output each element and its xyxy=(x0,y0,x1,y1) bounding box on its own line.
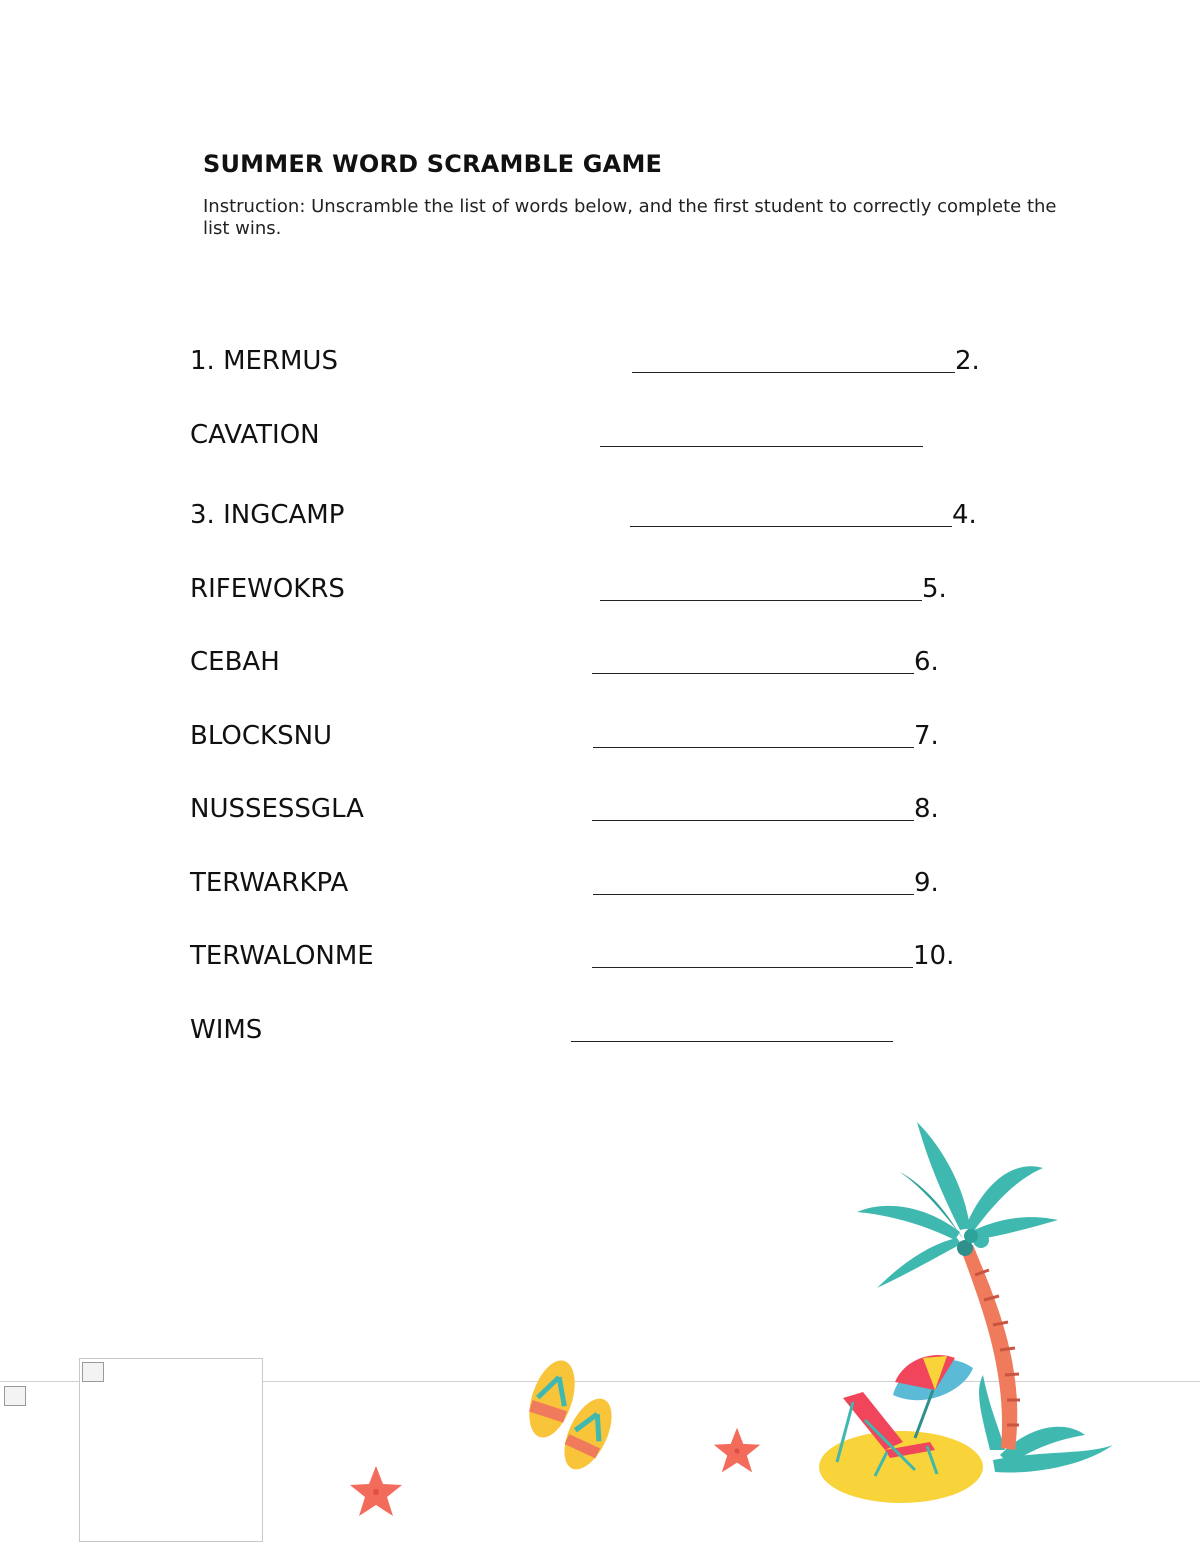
word-line-8 xyxy=(190,866,1010,900)
line-suffix: 4. xyxy=(952,500,977,530)
broken-image-icon xyxy=(4,1386,26,1406)
scrambled-word: NUSSESSGLA xyxy=(190,794,364,824)
word-line-10 xyxy=(190,1013,1010,1047)
line-suffix: 9. xyxy=(914,868,939,898)
scrambled-word: BLOCKSNU xyxy=(190,721,333,751)
line-suffix: 10. xyxy=(913,941,955,971)
word-line-2 xyxy=(190,418,1010,452)
answer-blank[interactable] xyxy=(630,498,952,527)
scrambled-word: TERWARKPA xyxy=(190,868,349,898)
scrambled-word: CAVATION xyxy=(190,420,320,450)
scrambled-word: WIMS xyxy=(190,1015,263,1045)
answer-blank[interactable] xyxy=(592,792,914,821)
word-line-1 xyxy=(190,344,1010,378)
scrambled-word: 3. INGCAMP xyxy=(190,500,345,530)
answer-blank[interactable] xyxy=(592,645,914,674)
word-line-6 xyxy=(190,719,1010,753)
answer-blank[interactable] xyxy=(593,719,914,748)
line-suffix: 7. xyxy=(914,721,939,751)
scrambled-word: RIFEWOKRS xyxy=(190,574,345,604)
answer-blank[interactable] xyxy=(593,866,914,895)
line-suffix: 2. xyxy=(955,346,980,376)
line-suffix: 6. xyxy=(914,647,939,677)
word-line-7 xyxy=(190,792,1010,826)
flip-flops-icon xyxy=(524,1354,614,1478)
answer-blank[interactable] xyxy=(600,418,923,447)
starfish-icon xyxy=(348,1464,404,1520)
word-line-3 xyxy=(190,498,1010,532)
line-suffix: 5. xyxy=(922,574,947,604)
answer-blank[interactable] xyxy=(632,344,955,373)
broken-image-icon xyxy=(82,1362,104,1382)
line-suffix: 8. xyxy=(914,794,939,824)
word-line-9 xyxy=(190,939,1010,973)
scrambled-word: TERWALONME xyxy=(190,941,374,971)
scrambled-word: CEBAH xyxy=(190,647,280,677)
answer-blank[interactable] xyxy=(592,939,913,968)
broken-image-frame xyxy=(79,1358,263,1542)
word-line-5 xyxy=(190,645,1010,679)
palm-beach-illustration xyxy=(815,1120,1115,1505)
word-line-4 xyxy=(190,572,1010,606)
answer-blank[interactable] xyxy=(600,572,922,601)
scrambled-word: 1. MERMUS xyxy=(190,346,338,376)
page-title: SUMMER WORD SCRAMBLE GAME xyxy=(203,150,663,178)
instruction-text: Instruction: Unscramble the list of words below, and the first student to correctly complete the list wins. xyxy=(203,196,1057,239)
starfish-icon xyxy=(712,1426,762,1476)
answer-blank[interactable] xyxy=(571,1013,893,1042)
